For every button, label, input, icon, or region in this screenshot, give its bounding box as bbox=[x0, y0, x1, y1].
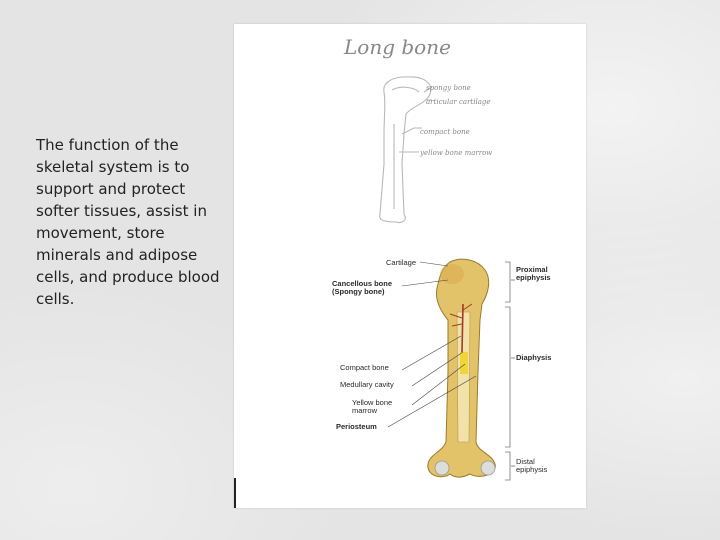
label-medullary-cavity: Medullary cavity bbox=[340, 380, 394, 389]
sketch-label-spongy: spongy bone bbox=[426, 84, 471, 92]
label-distal-epiphysis: epiphysis bbox=[516, 465, 548, 474]
label-cartilage: Cartilage bbox=[386, 258, 417, 267]
sketch-label-compact: compact bone bbox=[420, 128, 470, 136]
sketch-label-marrow: yellow bone marrow bbox=[420, 149, 493, 157]
slide-body-text: The function of the skeletal system is to support and protect softer tissues, assist in movement, store minerals and adipose cells, and produce blood cells. bbox=[36, 136, 220, 308]
region-brackets bbox=[505, 262, 510, 480]
sketch-title: Long bone bbox=[344, 35, 451, 59]
label-proximal: Proximal bbox=[516, 265, 548, 274]
femur-illustration bbox=[428, 259, 496, 477]
label-proximal-epiphysis: epiphysis bbox=[516, 273, 551, 282]
label-yellow-bone: Yellow bone bbox=[352, 398, 393, 407]
hand-drawn-bone-sketch bbox=[234, 24, 586, 254]
long-bone-diagram bbox=[330, 252, 570, 492]
paper-edge-line bbox=[234, 478, 236, 508]
label-spongy-bone: (Spongy bone) bbox=[332, 287, 385, 296]
label-periosteum: Periosteum bbox=[336, 422, 377, 431]
label-marrow: marrow bbox=[352, 406, 378, 415]
sketch-label-cartilage: articular cartilage bbox=[426, 98, 491, 106]
label-diaphysis: Diaphysis bbox=[516, 353, 552, 362]
label-distal: Distal bbox=[516, 457, 535, 466]
label-cancellous-bone: Cancellous bone bbox=[332, 279, 393, 288]
label-compact-bone: Compact bone bbox=[340, 363, 389, 372]
